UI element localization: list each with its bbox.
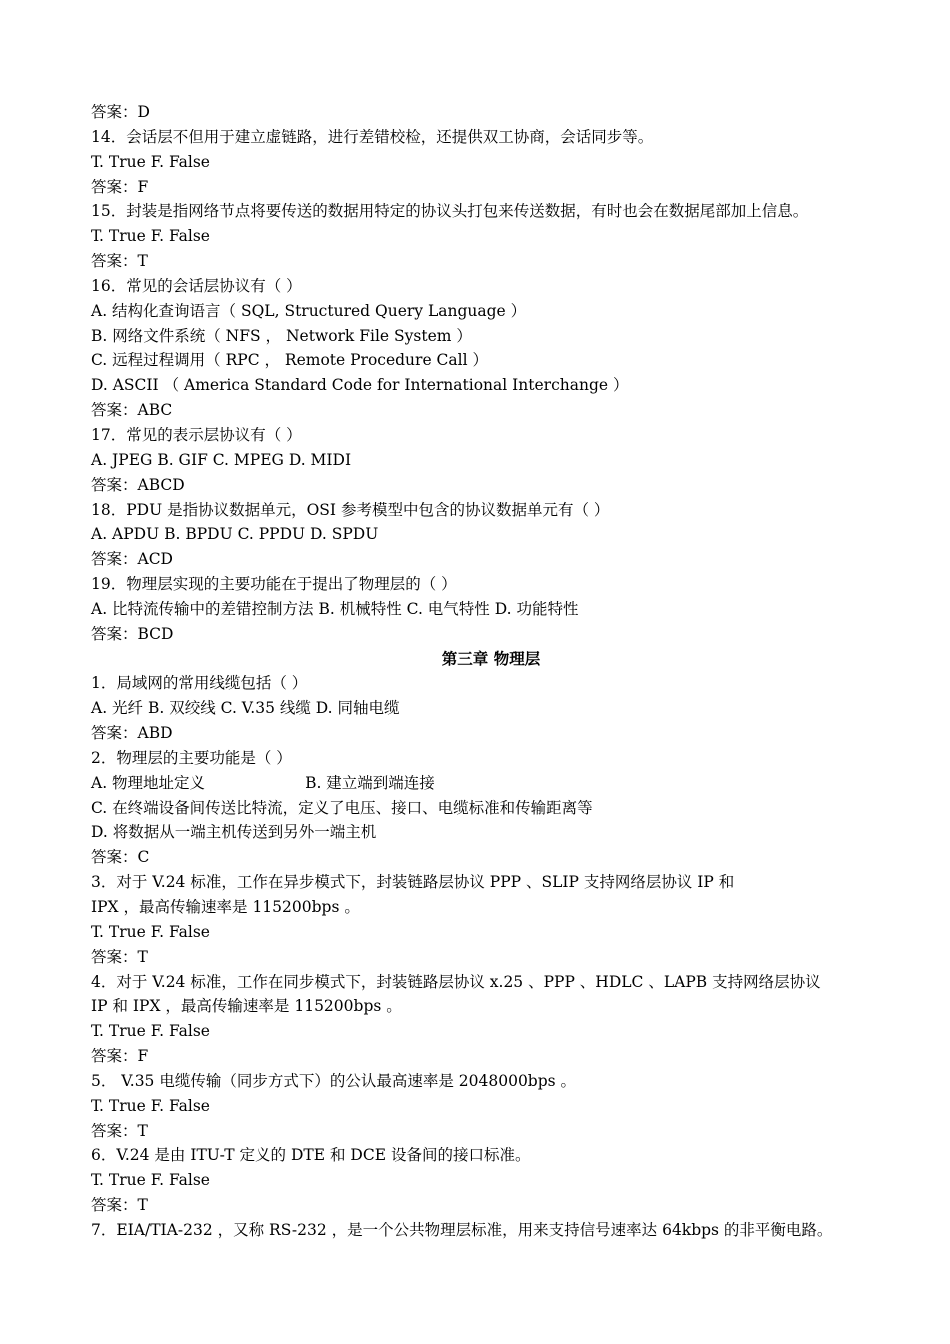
- answer-line: 答案：C: [91, 848, 150, 867]
- option-d: D. ASCII （ America Standard Code for International Interchange ）: [91, 376, 629, 395]
- option-d: D. 将数据从一端主机传送到另外一端主机: [91, 823, 377, 842]
- options-line-ab: [91, 771, 891, 796]
- option-b: B. 建立端到端连接: [305, 773, 435, 792]
- options-line: T. True F. False: [91, 1022, 210, 1041]
- answer-line: 答案：ABD: [91, 724, 173, 743]
- question-3: 3．对于 V.24 标准，工作在异步模式下，封装链路层协议 PPP 、SLIP 支持网络层协议 IP 和: [91, 873, 735, 892]
- question-1: 1．局域网的常用线缆包括（ ）: [91, 674, 308, 693]
- answer-line: 答案：F: [91, 177, 149, 196]
- answer-line: 答案：T: [91, 1196, 148, 1215]
- question-19: 19．物理层实现的主要功能在于提出了物理层的（ ）: [91, 575, 457, 594]
- option-c: C. 远程过程调用（ RPC ， Remote Procedure Call ）: [91, 351, 488, 370]
- options-line: A. 光纤 B. 双绞线 C. V.35 线缆 D. 同轴电缆: [91, 699, 400, 718]
- answer-line: 答案：T: [91, 1121, 148, 1140]
- question-18: 18．PDU 是指协议数据单元，OSI 参考模型中包含的协议数据单元有（ ）: [91, 500, 610, 519]
- question-3-continued: IPX ，最高传输速率是 115200bps 。: [91, 898, 360, 916]
- document-body: [91, 100, 891, 1243]
- answer-line: 答案：ABCD: [91, 475, 185, 494]
- answer-line: 答案：D: [91, 103, 150, 121]
- question-14: 14．会话层不但用于建立虚链路，进行差错校检，还提供双工协商，会话同步等。: [91, 127, 654, 146]
- chapter-heading: 第三章 物理层: [441, 648, 541, 668]
- question-2: 2．物理层的主要功能是（ ）: [91, 748, 292, 767]
- options-line: T. True F. False: [91, 1096, 210, 1115]
- option-c: C. 在终端设备间传送比特流，定义了电压、接口、电缆标准和传输距离等: [91, 798, 593, 817]
- options-line: T. True F. False: [91, 1171, 210, 1190]
- option-a: A. 结构化查询语言（ SQL, Structured Query Language ）: [91, 301, 527, 320]
- options-line: T. True F. False: [91, 152, 210, 171]
- answer-line: 答案：T: [91, 252, 148, 271]
- option-b: B. 网络文件系统（ NFS ， Network File System ）: [91, 326, 472, 345]
- options-line: T. True F. False: [91, 922, 210, 941]
- option-a: A. 物理地址定义: [91, 773, 206, 792]
- options-line: A. APDU B. BPDU C. PPDU D. SPDU: [91, 525, 379, 544]
- question-6: 6．V.24 是由 ITU-T 定义的 DTE 和 DCE 设备间的接口标准。: [91, 1146, 531, 1165]
- answer-line: 答案：F: [91, 1047, 149, 1066]
- answer-line: 答案：BCD: [91, 624, 174, 643]
- question-5: 5． V.35 电缆传输（同步方式下）的公认最高速率是 2048000bps 。: [91, 1071, 577, 1090]
- options-line: T. True F. False: [91, 227, 210, 246]
- question-16: 16．常见的会话层协议有（ ）: [91, 276, 302, 295]
- options-line: A. 比特流传输中的差错控制方法 B. 机械特性 C. 电气特性 D. 功能特性: [91, 599, 579, 618]
- answer-line: 答案：ACD: [91, 550, 173, 569]
- options-line: A. JPEG B. GIF C. MPEG D. MIDI: [91, 450, 352, 469]
- answer-line: 答案：ABC: [91, 401, 173, 420]
- answer-line: 答案：T: [91, 947, 148, 966]
- question-17: 17．常见的表示层协议有（ ）: [91, 425, 302, 444]
- question-4: 4．对于 V.24 标准，工作在同步模式下，封装链路层协议 x.25 、PPP 、HDLC 、LAPB 支持网络层协议: [91, 972, 821, 991]
- question-7: 7．EIA/TIA-232 ，又称 RS-232 ，是一个公共物理层标准，用来支持信号速率达 64kbps 的非平衡电路。: [91, 1220, 833, 1239]
- question-15: 15．封装是指网络节点将要传送的数据用特定的协议头打包来传送数据，有时也会在数据尾部加上信息。: [91, 202, 809, 221]
- question-4-continued: IP 和 IPX ，最高传输速率是 115200bps 。: [91, 997, 402, 1016]
